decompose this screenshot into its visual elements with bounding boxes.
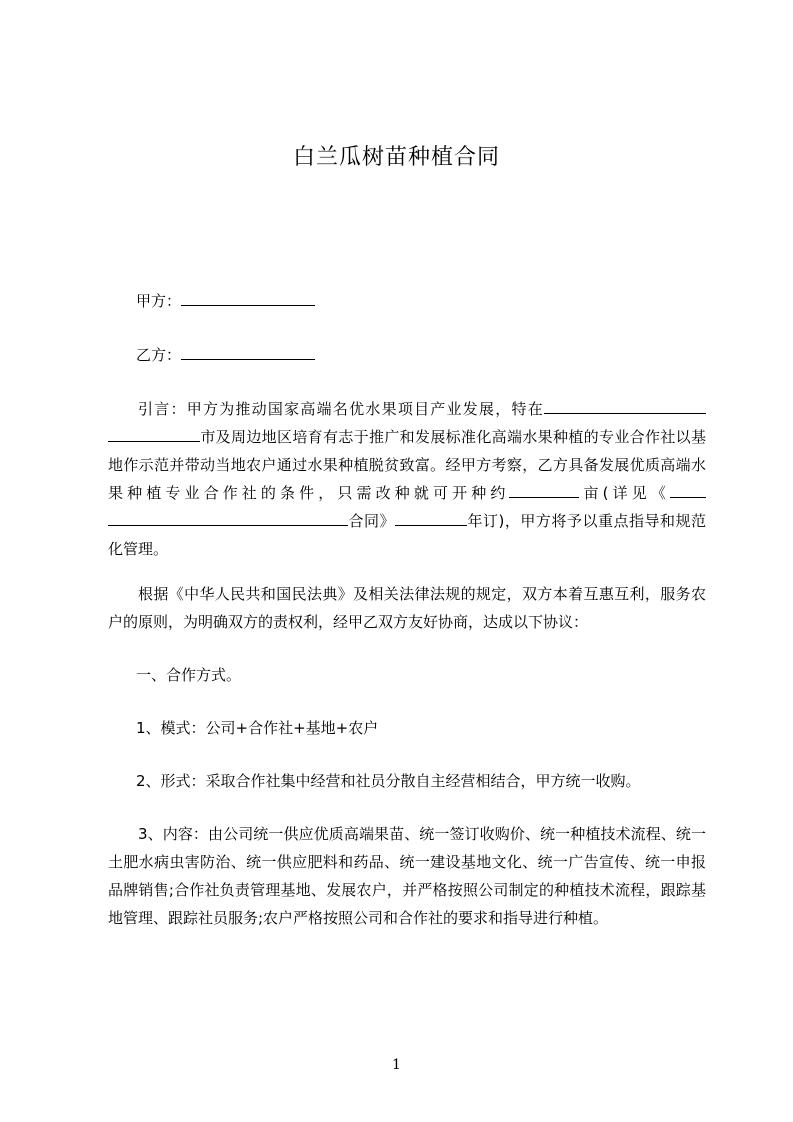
intro-text-5: 年订)，甲方将予以重点指导和规范化管理。 [108,512,706,558]
city-blank-cont [108,426,200,442]
party-a-label: 甲方： [136,292,182,310]
party-b-blank [181,344,315,360]
contract-name-blank [670,482,706,498]
area-blank [509,482,579,498]
year-blank [395,510,467,526]
item-1-mode: 1、模式：公司+合作社+基地+农户 [136,719,379,737]
intro-paragraph [108,395,706,563]
contract-name-blank-cont [108,510,348,526]
party-a-blank [181,290,315,306]
intro-text-3: 亩(详见《 [579,484,670,502]
item-3-content: 3、内容：由公司统一供应优质高端果苗、统一签订收购价、统一种植技术流程、统一土肥水病虫害防治、统一供应肥料和药品、统一建设基地文化、统一广告宣传、统一申报品牌销售;合作社负责管理基地、发展农户，并严格按照公司制定的种植技术流程，跟踪基地管理、跟踪社员服务;农户严格按照公司和合作社的要求和指导进行种植。 [108,825,706,927]
section-1-heading: 一、合作方式。 [136,666,242,684]
intro-text-2: 市及周边地区培育有志于推广和发展标准化高端水果种植的专业合作社以基地作示范并带动当地农户通过水果种植脱贫致富。经甲方考察，乙方具备发展优质高端水果种植专业合作社的条件，只需改种就可开种约 [108,428,706,502]
item-2-form: 2、形式：采取合作社集中经营和社员分散自主经营相结合，甲方统一收购。 [136,772,641,790]
party-b-label: 乙方： [136,346,182,364]
basis-paragraph: 根据《中华人民共和国民法典》及相关法律法规的规定，双方本着互惠互利，服务农户的原则，为明确双方的责权利，经甲乙双方友好协商，达成以下协议： [108,585,706,631]
party-b-line [136,344,315,365]
intro-text-4: 合同》 [348,512,396,530]
city-blank [544,398,706,414]
contract-title: 白兰瓜树苗种植合同 [292,145,500,170]
party-a-line [136,290,315,311]
page-number: 1 [392,1057,401,1073]
intro-text-1: 引言：甲方为推动国家高端名优水果项目产业发展，特在 [138,400,544,418]
